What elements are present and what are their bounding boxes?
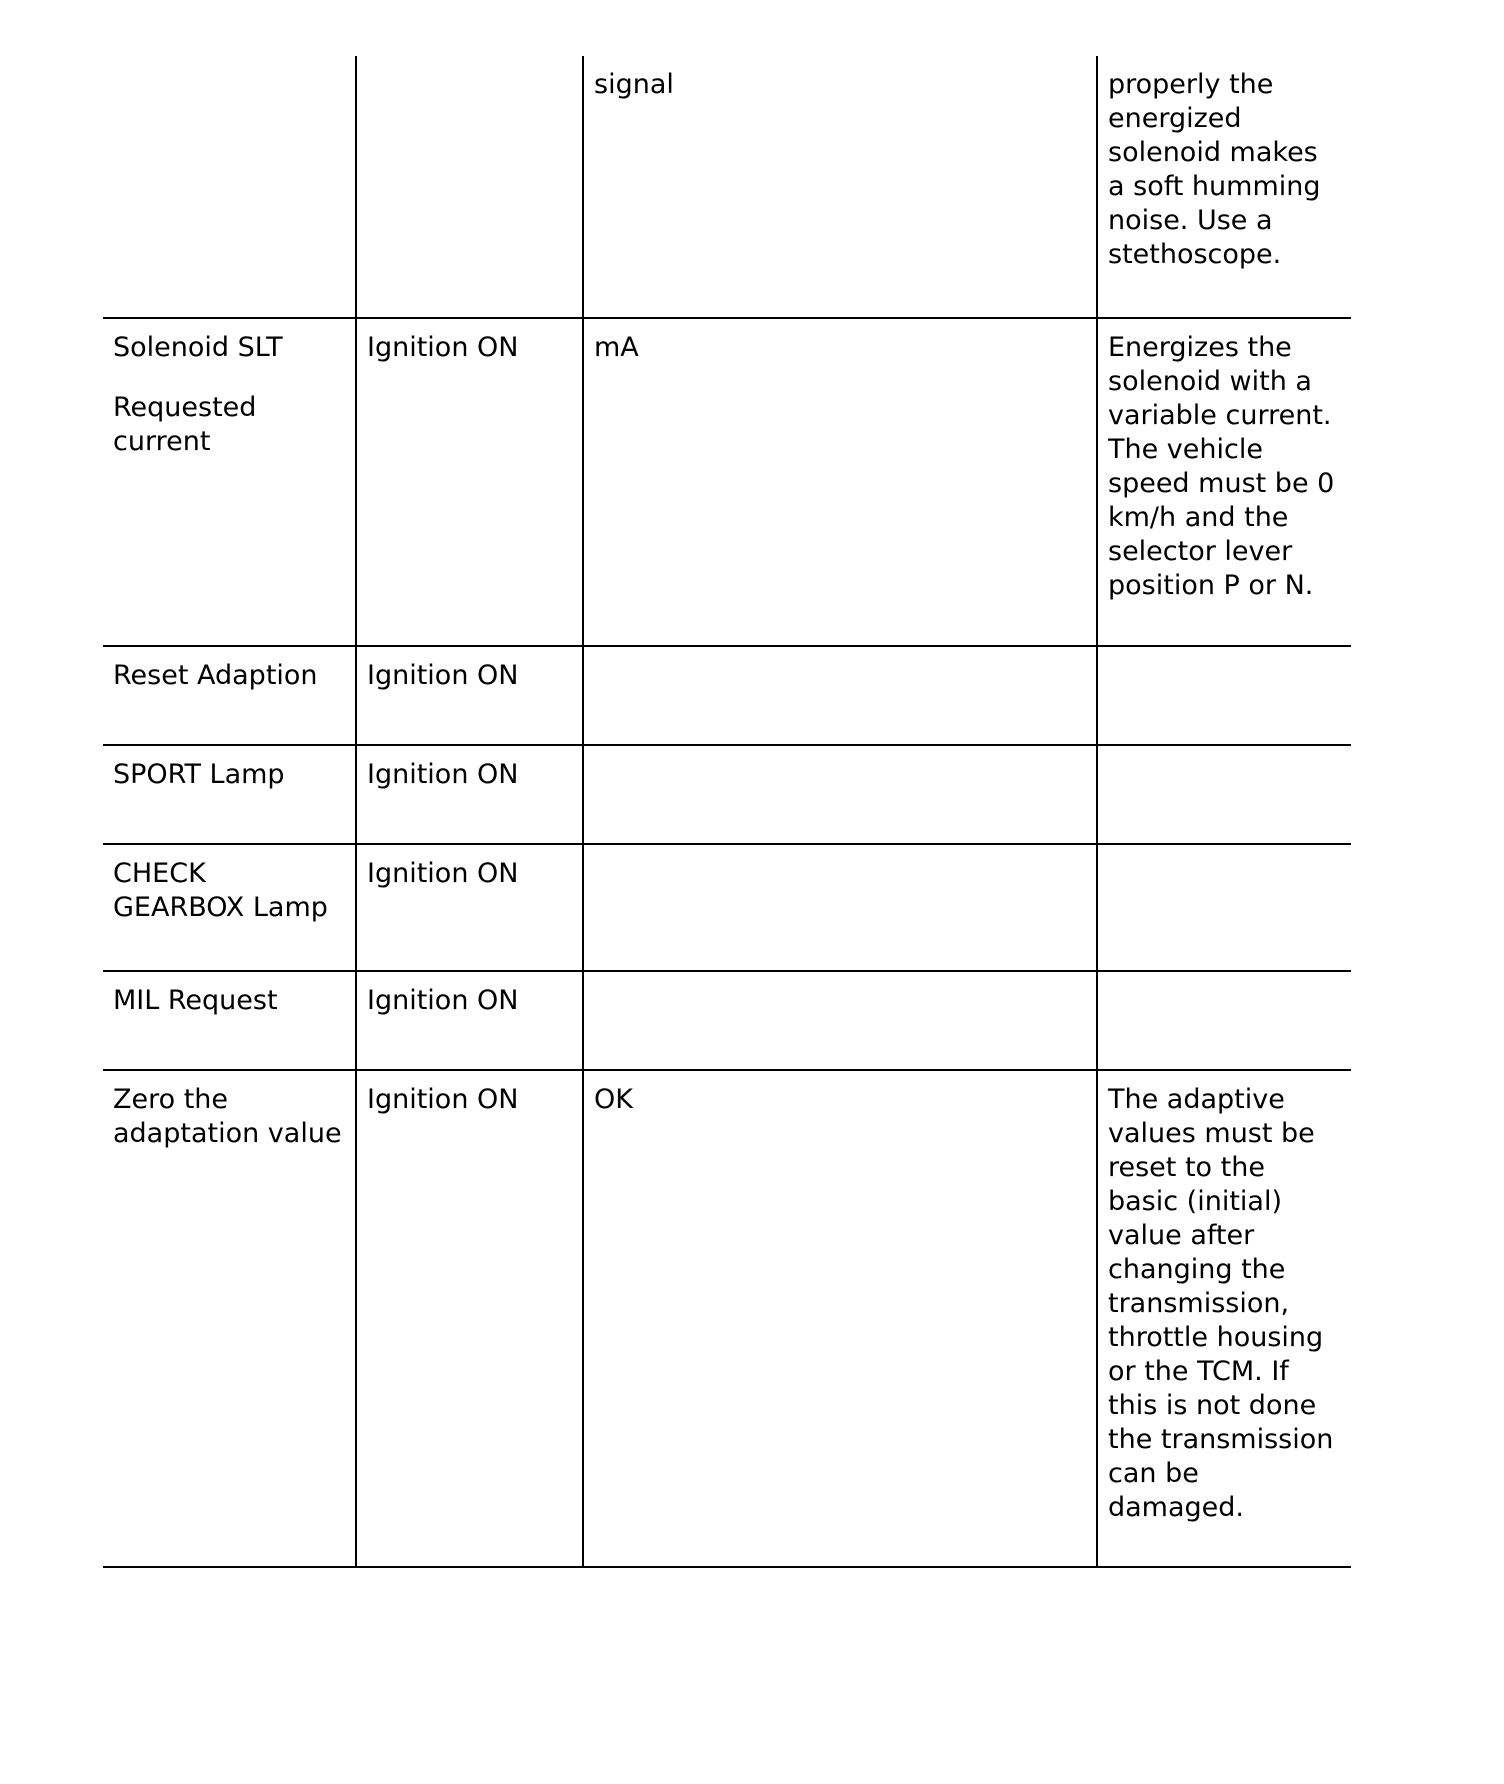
condition-cell (356, 971, 583, 1070)
value-cell (583, 745, 1097, 844)
notes-text: The adaptive values must be reset to the basic (initial) value after changing the transmission, throttle housing or the TCM. If this is not done the transmission can be damaged. (1108, 1084, 1334, 1523)
condition-cell (356, 56, 583, 318)
table-row (103, 844, 1351, 971)
value-cell (583, 318, 1097, 646)
condition-label: Ignition ON (367, 985, 519, 1016)
value-label: signal (594, 69, 674, 100)
component-sublabel: Requested current (113, 392, 257, 457)
table-row (103, 1070, 1351, 1567)
notes-cell (1097, 745, 1351, 844)
component-cell (103, 646, 356, 745)
condition-cell (356, 1070, 583, 1567)
notes-cell (1097, 971, 1351, 1070)
component-label: Solenoid SLT (113, 332, 283, 363)
condition-cell (356, 318, 583, 646)
condition-label: Ignition ON (367, 332, 519, 363)
value-cell (583, 1070, 1097, 1567)
value-cell (583, 56, 1097, 318)
notes-text: Energizes the solenoid with a variable current. The vehicle speed must be 0 km/h and the selector lever position P or N. (1108, 332, 1335, 601)
value-cell (583, 971, 1097, 1070)
table-row (103, 318, 1351, 646)
notes-cell (1097, 646, 1351, 745)
component-cell (103, 844, 356, 971)
table-row (103, 646, 1351, 745)
component-label: Reset Adaption (113, 660, 318, 691)
value-cell (583, 844, 1097, 971)
condition-label: Ignition ON (367, 759, 519, 790)
condition-label: Ignition ON (367, 660, 519, 691)
component-label: SPORT Lamp (113, 759, 285, 790)
diagnostic-table (103, 56, 1351, 1568)
component-label: MIL Request (113, 985, 278, 1016)
value-cell (583, 646, 1097, 745)
component-label: CHECK GEARBOX Lamp (113, 858, 328, 923)
condition-cell (356, 646, 583, 745)
component-label: Zero the adaptation value (113, 1084, 342, 1149)
value-label: OK (594, 1084, 633, 1115)
table-row (103, 745, 1351, 844)
condition-cell (356, 745, 583, 844)
notes-text: properly the energized solenoid makes a soft humming noise. Use a stethoscope. (1108, 69, 1321, 270)
component-cell (103, 318, 356, 646)
condition-label: Ignition ON (367, 1084, 519, 1115)
value-label: mA (594, 332, 639, 363)
component-cell (103, 745, 356, 844)
notes-cell (1097, 318, 1351, 646)
notes-cell (1097, 56, 1351, 318)
table-row (103, 971, 1351, 1070)
condition-cell (356, 844, 583, 971)
component-cell (103, 971, 356, 1070)
notes-cell (1097, 844, 1351, 971)
table-row (103, 56, 1351, 318)
condition-label: Ignition ON (367, 858, 519, 889)
component-cell (103, 56, 356, 318)
notes-cell (1097, 1070, 1351, 1567)
component-cell (103, 1070, 356, 1567)
